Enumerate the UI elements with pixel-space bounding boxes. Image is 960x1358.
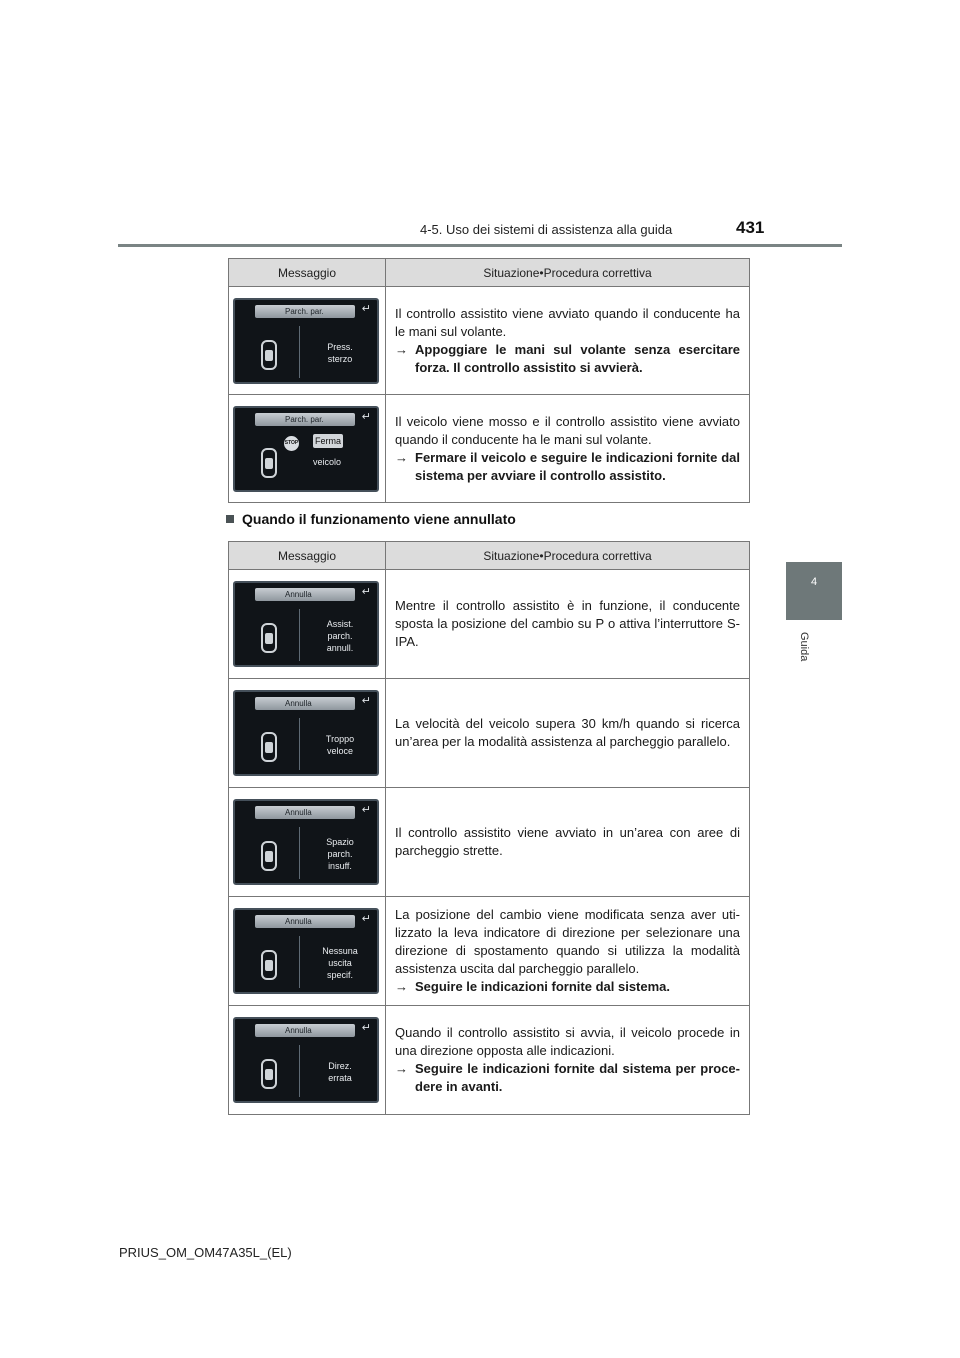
screen-message-highlight: Ferma: [315, 435, 342, 446]
screen-divider: [299, 609, 300, 661]
table-row: [229, 897, 750, 1006]
situation-cell: [386, 395, 750, 503]
situation-cell: [386, 1006, 750, 1115]
situation-cell: [386, 897, 750, 1006]
screen-divider: [299, 936, 300, 988]
screen-title-bar: Annulla: [255, 806, 355, 819]
screen-title-bar: Annulla: [255, 1024, 355, 1037]
message-screen-cell: [229, 788, 386, 897]
column-header-situation: Situazione•Procedura correttiva: [386, 542, 750, 570]
message-table-start: [228, 258, 750, 503]
situation-description: Il controllo assistito viene avviato quando il conducente ha le mani sul volante.: [395, 305, 740, 339]
back-icon: ↵: [361, 1022, 371, 1034]
situation-description: La posizione del cambio viene modificata senza aver uti-lizzato la leva indicatore di direzione per selezionare una direzione di spostamento quando si utilizza la modalità assistenza uscita dal parcheggio parallelo.: [395, 907, 740, 976]
table-row: [229, 679, 750, 788]
screen-divider: [299, 718, 300, 770]
back-icon: ↵: [361, 586, 371, 598]
screen-message: Direz. errata: [328, 1061, 352, 1083]
situation-cell: [386, 570, 750, 679]
situation-description: Il controllo assistito viene avviato in un’area con aree di parcheggio strette.: [395, 825, 740, 858]
message-screen-cell: [229, 287, 386, 395]
screen-title-bar: Annulla: [255, 697, 355, 710]
display-screen: [233, 298, 379, 384]
screen-divider: [299, 1045, 300, 1097]
column-header-message: Messaggio: [229, 542, 386, 570]
screen-message: Spazio parch. insuff.: [326, 837, 354, 871]
message-screen-cell: [229, 897, 386, 1006]
car-icon: [261, 732, 277, 762]
instruction-text: Seguire le indicazioni fornite dal sistema per proce-dere in avanti.: [415, 1061, 740, 1094]
message-table-cancel: [228, 541, 750, 1115]
chapter-label: Guida: [798, 632, 810, 662]
header-section-title: 4-5. Uso dei sistemi di assistenza alla guida: [420, 222, 673, 237]
page-number: 431: [736, 218, 765, 237]
situation-description: Il veicolo viene mosso e il controllo assistito viene avviato quando il conducente ha le mani sul volante.: [395, 413, 740, 447]
screen-title-bar: Parch. par.: [255, 305, 355, 318]
table-row: [229, 570, 750, 679]
square-bullet-icon: [226, 515, 234, 523]
screen-divider: [299, 827, 300, 879]
situation-cell: [386, 788, 750, 897]
corrective-instruction: [395, 1060, 740, 1096]
screen-message: Nessuna uscita specif.: [322, 946, 358, 980]
display-screen: [233, 1017, 379, 1103]
display-screen: [233, 908, 379, 994]
screen-message: Troppo veloce: [325, 734, 355, 756]
situation-description: La velocità del veicolo supera 30 km/h quando si ricerca un’area per la modalità assistenza al parcheggio parallelo.: [395, 716, 740, 749]
back-icon: ↵: [361, 695, 371, 707]
table-row: [229, 1006, 750, 1115]
message-screen-cell: [229, 570, 386, 679]
table-row: [229, 788, 750, 897]
screen-divider: [299, 326, 300, 378]
corrective-instruction: [395, 978, 740, 996]
arrow-icon: →: [395, 979, 408, 994]
header-rule: [118, 244, 842, 247]
message-screen-cell: [229, 1006, 386, 1115]
back-icon: ↵: [361, 410, 371, 423]
back-icon: ↵: [361, 913, 371, 925]
screen-title-bar: Annulla: [255, 915, 355, 928]
display-screen: [233, 799, 379, 885]
screen-title-bar: Annulla: [255, 588, 355, 601]
instruction-text: Seguire le indicazioni fornite dal sistema.: [415, 979, 671, 994]
screen-message-line: veicolo: [313, 456, 342, 467]
chapter-number: 4: [810, 576, 818, 588]
screen-message: [313, 434, 373, 474]
car-icon: [261, 1059, 277, 1089]
column-header-situation: Situazione•Procedura correttiva: [386, 259, 750, 287]
table-row: [229, 395, 750, 503]
situation-cell: [386, 679, 750, 788]
table-header-row: [229, 542, 750, 570]
section-heading-text: Quando il funzionamento viene annullato: [242, 511, 516, 527]
situation-description: Mentre il controllo assistito è in funzione, il conducente sposta la posizione del cambio su P o attiva l’interruttore S-IPA.: [395, 598, 740, 649]
corrective-instruction: [395, 341, 740, 377]
arrow-icon: →: [395, 1061, 408, 1076]
car-icon: [261, 841, 277, 871]
chapter-tab: [786, 562, 842, 620]
table-header-row: [229, 259, 750, 287]
arrow-icon: →: [395, 341, 408, 357]
car-icon: [261, 623, 277, 653]
document-code: PRIUS_OM_OM47A35L_(EL): [119, 1245, 292, 1260]
car-icon: [261, 950, 277, 980]
display-screen: [233, 406, 379, 492]
message-screen-cell: [229, 395, 386, 503]
screen-title-bar: Parch. par.: [255, 413, 355, 426]
situation-description: Quando il controllo assistito si avvia, il veicolo procede in una direzione opposta alle indicazioni.: [395, 1025, 740, 1058]
car-icon: [261, 340, 277, 370]
back-icon: ↵: [361, 804, 371, 816]
column-header-message: Messaggio: [229, 259, 386, 287]
arrow-icon: →: [395, 449, 408, 465]
section-heading: [226, 511, 516, 527]
table-row: [229, 287, 750, 395]
instruction-text: Fermare il veicolo e seguire le indicazioni fornite dal sistema per avviare il controllo assistito.: [415, 449, 740, 483]
car-icon: [261, 448, 277, 478]
corrective-instruction: [395, 449, 740, 485]
back-icon: ↵: [361, 302, 371, 315]
stop-icon: STOP: [284, 436, 299, 451]
display-screen: [233, 581, 379, 667]
screen-message: Assist. parch. annull.: [326, 619, 354, 653]
instruction-text: Appoggiare le mani sul volante senza esercitare forza. Il controllo assistito si avvierà.: [415, 341, 740, 375]
screen-message: Press. sterzo: [327, 341, 353, 364]
message-screen-cell: [229, 679, 386, 788]
display-screen: [233, 690, 379, 776]
situation-cell: [386, 287, 750, 395]
